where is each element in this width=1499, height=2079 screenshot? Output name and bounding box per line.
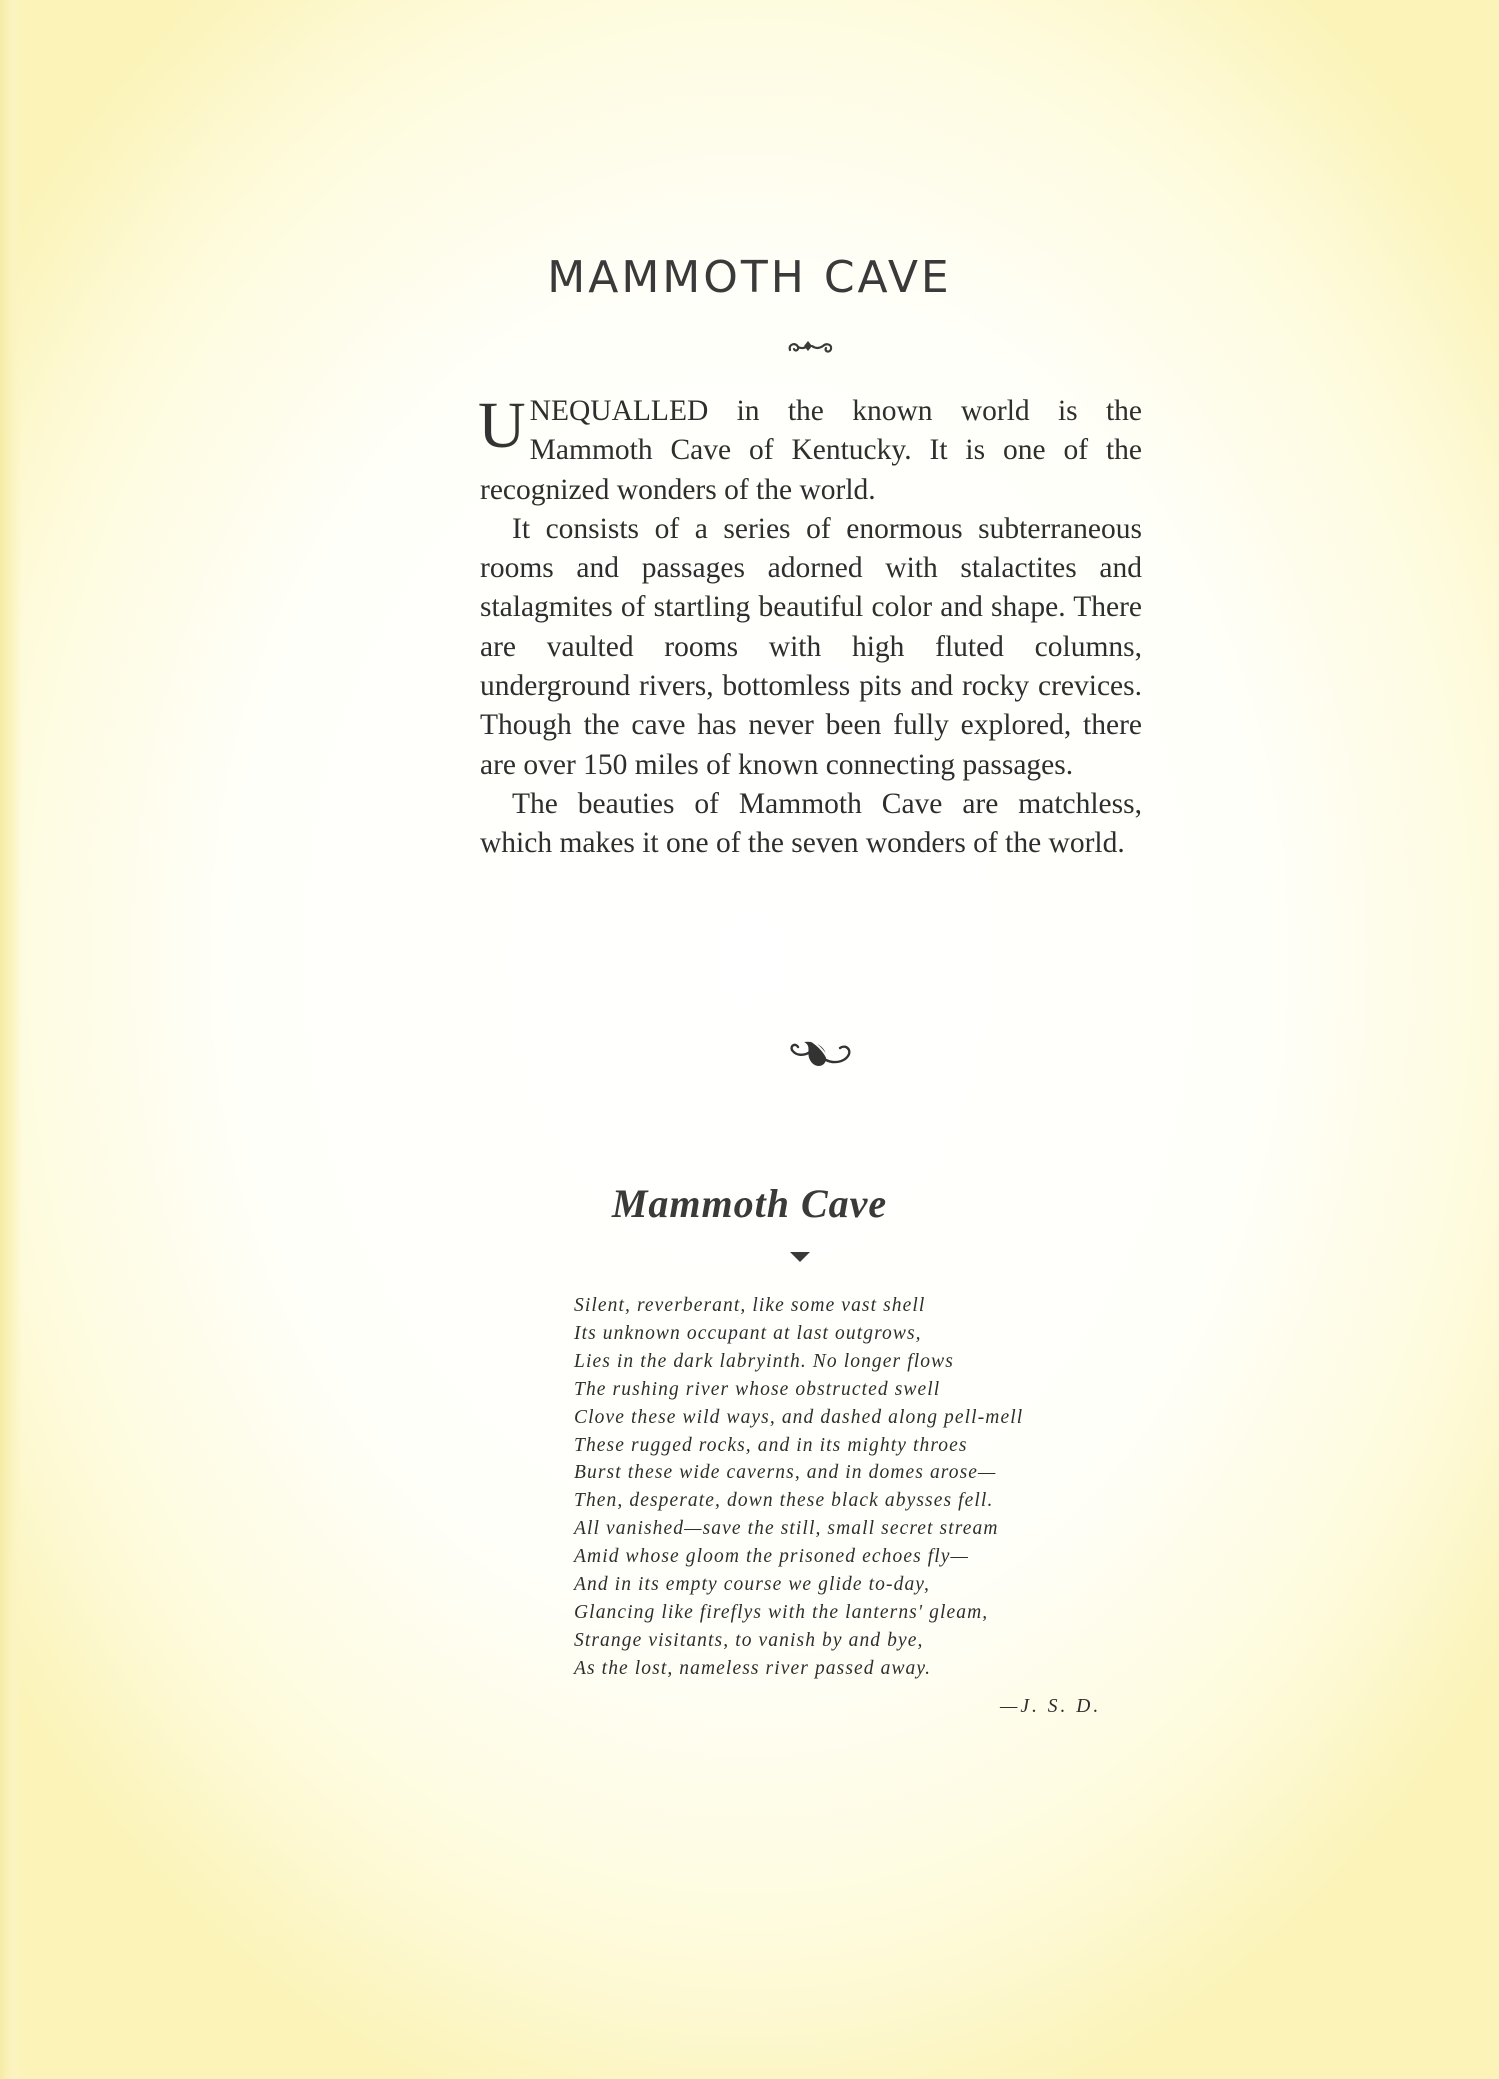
drop-cap: U <box>478 389 526 462</box>
poem-line: These rugged rocks, and in its mighty throes <box>574 1434 968 1456</box>
poem-line: Strange visitants, to vanish by and bye, <box>574 1629 924 1651</box>
poem-line: Then, desperate, down these black abysses fell. <box>574 1490 994 1512</box>
paragraph-conclusion: The beauties of Mammoth Cave are matchless, which makes it one of the seven wonders of the world. <box>480 787 1142 860</box>
paragraph-intro <box>478 389 1142 510</box>
poem-line: Clove these wild ways, and dashed along pell-mell <box>574 1406 1024 1428</box>
poem-line: As the lost, nameless river passed away. <box>574 1657 932 1679</box>
poem-line: All vanished—save the still, small secret stream <box>574 1518 999 1540</box>
poem-attribution: —J. S. D. <box>1000 1696 1102 1717</box>
leaf-ornament-icon <box>786 1034 856 1072</box>
paragraph-description: It consists of a series of enormous subterraneous rooms and passages adorned with stalactites and stalagmites of startling beautiful color and shape. There are vaulted rooms with high fluted columns, underground rivers, bottomless pits and rocky crevices. Though the cave has never been fully explored, there are over 150 miles of known connecting passages. <box>480 512 1142 781</box>
scroll-ornament-icon <box>786 336 836 358</box>
poem-line: Burst these wide caverns, and in domes arose— <box>574 1462 997 1484</box>
poem-line: And in its empty course we glide to-day, <box>574 1574 930 1596</box>
poem-line: Silent, reverberant, like some vast shell <box>574 1295 926 1316</box>
poem-title: Mammoth Cave <box>611 1181 888 1226</box>
poem-body <box>574 1292 1114 1683</box>
triangle-down-icon <box>790 1252 810 1262</box>
paragraph-text: NEQUALLED in the known world is the Mammoth Cave of Kentucky. It is one of the recognized wonders of the world. <box>480 395 1142 506</box>
poem-line: Amid whose gloom the prisoned echoes fly— <box>574 1546 969 1568</box>
poem-line: Its unknown occupant at last outgrows, <box>574 1322 922 1344</box>
poem-line: Glancing like fireflys with the lanterns' gleam, <box>574 1601 989 1623</box>
poem-line: Lies in the dark labryinth. No longer flows <box>574 1350 954 1372</box>
poem-line: The rushing river whose obstructed swell <box>574 1378 941 1400</box>
article-title: MAMMOTH CAVE <box>547 252 952 303</box>
article-body <box>478 389 1142 864</box>
page-edge-shadow <box>0 0 22 2079</box>
